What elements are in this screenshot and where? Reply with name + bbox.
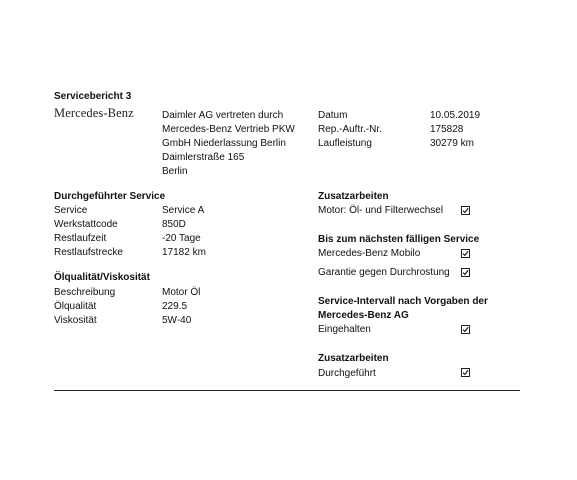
- date-value: 10.05.2019: [430, 110, 481, 121]
- dealer-line-1: Daimler AG vertreten durch: [162, 110, 284, 121]
- service-heading: Durchgeführter Service: [54, 191, 166, 202]
- rust-warranty-checkbox[interactable]: [461, 268, 470, 277]
- mileage-value: 30279 km: [430, 138, 474, 149]
- checkmark-icon: [462, 326, 469, 333]
- mobilo-checkbox[interactable]: [461, 249, 470, 258]
- brand-logo: Mercedes-Benz: [54, 106, 134, 120]
- order-number-label: Rep.-Auftr.-Nr.: [318, 124, 382, 135]
- interval-item: Eingehalten: [318, 324, 371, 335]
- remaining-distance-value: 17182 km: [162, 247, 206, 258]
- oil-description-value: Motor Öl: [162, 287, 201, 298]
- checkmark-icon: [462, 269, 469, 276]
- viscosity-value: 5W-40: [162, 315, 192, 326]
- extra-work-2-checkbox[interactable]: [461, 368, 470, 377]
- checkmark-icon: [462, 207, 469, 214]
- workshop-code-label: Werkstattcode: [54, 219, 118, 230]
- oil-quality-value: 229.5: [162, 301, 188, 312]
- dealer-line-4: Daimlerstraße 165: [162, 152, 245, 163]
- interval-heading-line-2: Mercedes-Benz AG: [318, 310, 409, 321]
- remaining-time-label: Restlaufzeit: [54, 233, 107, 244]
- mileage-label: Laufleistung: [318, 138, 372, 149]
- extra-work-checkbox[interactable]: [461, 206, 470, 215]
- oil-description-label: Beschreibung: [54, 287, 116, 298]
- next-service-heading: Bis zum nächsten fälligen Service: [318, 234, 480, 245]
- oil-quality-label: Ölqualität: [54, 301, 97, 312]
- order-number-value: 175828: [430, 124, 464, 135]
- service-label: Service: [54, 205, 88, 216]
- extra-work-item: Motor: Öl- und Filterwechsel: [318, 205, 444, 216]
- date-label: Datum: [318, 110, 348, 121]
- interval-checkbox[interactable]: [461, 325, 470, 334]
- remaining-distance-label: Restlaufstrecke: [54, 247, 123, 258]
- checkmark-icon: [462, 369, 469, 376]
- extra-work-heading: Zusatzarbeiten: [318, 191, 389, 202]
- bottom-divider: [54, 390, 520, 391]
- oil-heading: Ölqualität/Viskosität: [54, 272, 150, 283]
- interval-heading-line-1: Service-Intervall nach Vorgaben der: [318, 296, 488, 307]
- dealer-line-3: GmbH Niederlassung Berlin: [162, 138, 286, 149]
- checkmark-icon: [462, 250, 469, 257]
- dealer-line-5: Berlin: [162, 166, 188, 177]
- extra-work-2-heading: Zusatzarbeiten: [318, 353, 389, 364]
- dealer-line-2: Mercedes-Benz Vertrieb PKW: [162, 124, 295, 135]
- mobilo-label: Mercedes-Benz Mobilo: [318, 248, 421, 259]
- workshop-code-value: 850D: [162, 219, 186, 230]
- report-title: Servicebericht 3: [54, 91, 132, 102]
- service-value: Service A: [162, 205, 205, 216]
- extra-work-2-item: Durchgeführt: [318, 368, 376, 379]
- rust-warranty-label: Garantie gegen Durchrostung: [318, 267, 450, 278]
- viscosity-label: Viskosität: [54, 315, 97, 326]
- remaining-time-value: -20 Tage: [162, 233, 201, 244]
